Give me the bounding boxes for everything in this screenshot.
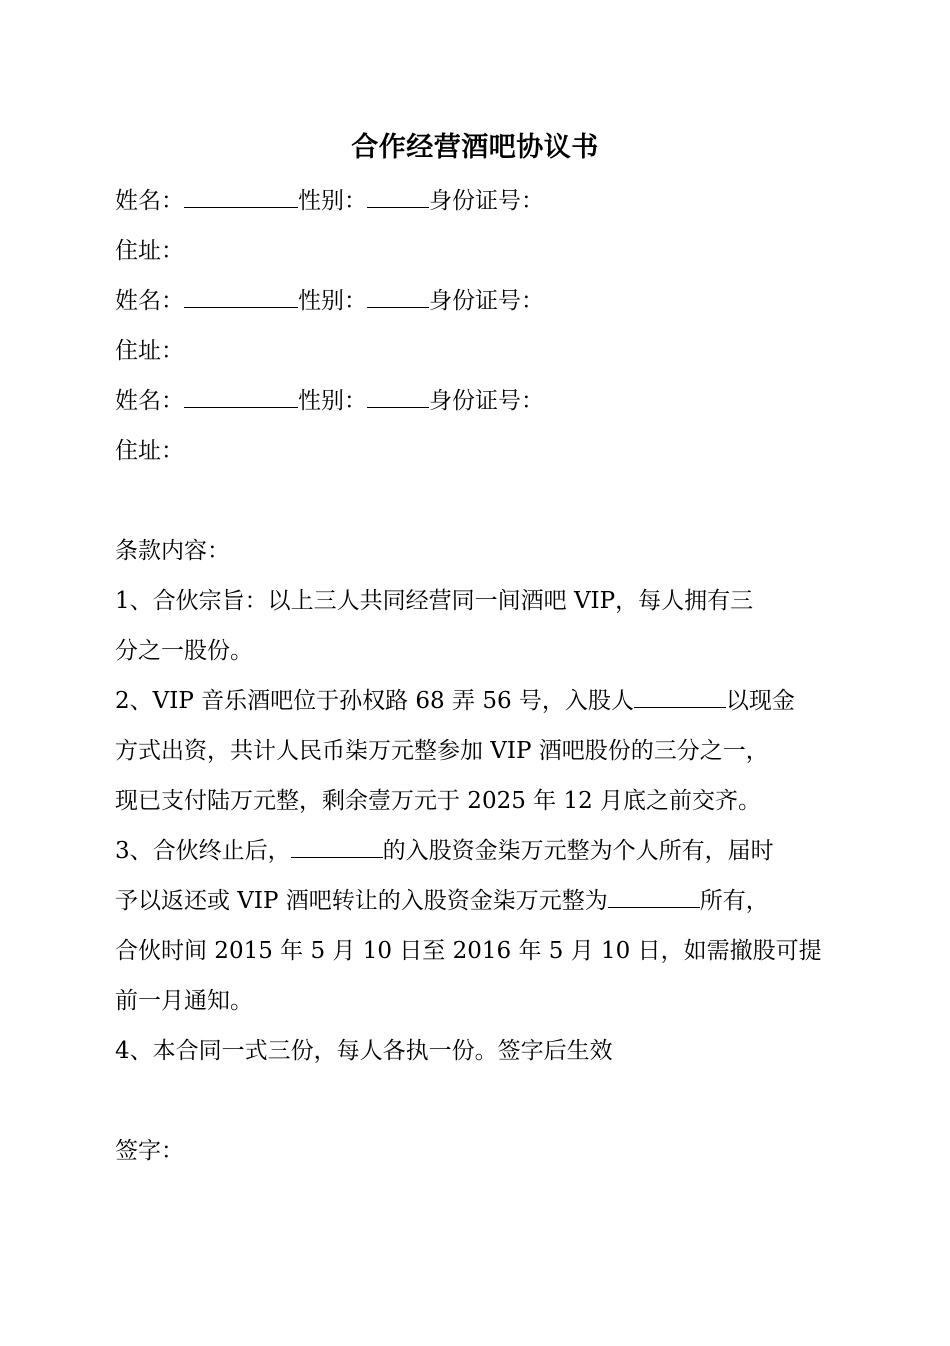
clause-1-line-1: 1、合伙宗旨：以上三人共同经营同一间酒吧 VIP，每人拥有三 [115,588,754,614]
clause-4-line-1: 4、本合同一式三份，每人各执一份。签字后生效 [115,1038,613,1064]
name-label: 姓名： [115,288,184,314]
name-blank [184,279,298,308]
clause-3-line-3: 合伙时间 2015 年 5 月 10 日至 2016 年 5 月 10 日，如需撤股可提 [115,938,822,964]
clause-3-line-1 [115,826,845,876]
name-label: 姓名： [115,188,184,214]
signature-label: 签字： [115,1138,184,1164]
address-label: 住址： [115,238,184,264]
clause-3-line-2 [115,876,845,926]
clause-2-line-2: 方式出资，共计人民币柒万元整参加 VIP 酒吧股份的三分之一， [115,738,769,764]
address-label: 住址： [115,338,184,364]
party-blank [291,829,383,858]
gender-label: 性别： [298,388,367,414]
clause-3-text-a: 3、合伙终止后， [115,838,291,864]
gender-blank [367,279,429,308]
party-3-address-line [115,426,845,476]
clause-2-text-a: 2、VIP 音乐酒吧位于孙权路 68 弄 56 号，入股人 [115,688,634,714]
address-label: 住址： [115,438,184,464]
name-blank [184,179,298,208]
clause-3-text-c: 予以返还或 VIP 酒吧转让的入股资金柒万元整为 [115,888,608,914]
clause-2-line-1 [115,676,845,726]
gender-blank [367,179,429,208]
blank-line [115,476,845,526]
id-label: 身份证号： [429,388,544,414]
clause-3-text-b: 的入股资金柒万元整为个人所有，届时 [382,838,774,864]
party-2-address-line [115,326,845,376]
party-2-info-line [115,276,845,326]
gender-label: 性别： [298,288,367,314]
clause-3-text-d: 所有， [699,888,769,914]
name-blank [184,379,298,408]
id-label: 身份证号： [429,188,544,214]
clause-2-text-b: 以现金 [725,688,795,714]
gender-blank [367,379,429,408]
name-label: 姓名： [115,388,184,414]
blank-line [115,1076,845,1126]
clause-3-line-4: 前一月通知。 [115,988,253,1014]
clause-2-line-3: 现已支付陆万元整，剩余壹万元于 2025 年 12 月底之前交齐。 [115,788,762,814]
terms-heading: 条款内容： [115,538,230,564]
document-body [115,176,845,1176]
gender-label: 性别： [298,188,367,214]
clause-1-line-2: 分之一股份。 [115,638,253,664]
investor-blank [634,679,726,708]
party-1-address-line [115,226,845,276]
document-title: 合作经营酒吧协议书 [351,132,599,163]
party-3-info-line [115,376,845,426]
id-label: 身份证号： [429,288,544,314]
owner-blank [608,879,700,908]
party-1-info-line [115,176,845,226]
